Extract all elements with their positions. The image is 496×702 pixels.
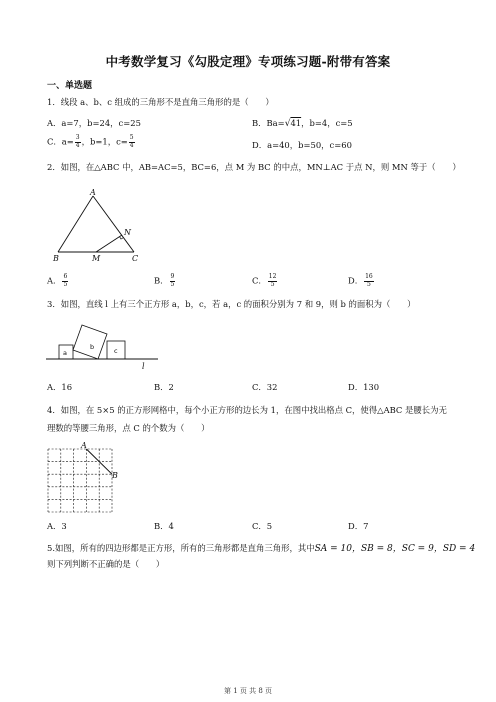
q2-stem: 2．如图，在△ABC 中，AB=AC=5，BC=6，点 M 为 BC 的中点，MN⊥AC 于点 N，则 MN 等于（ ） [47, 162, 461, 172]
q5-stem-line1: 5.如图，所有的四边形都是正方形，所有的三角形都是直角三角形，其中SA = 10，SB = 8，SC = 9，SD = 4 [47, 543, 476, 554]
q4-option-b: B．4 [154, 521, 174, 531]
q4-option-d: D．7 [348, 521, 369, 531]
q1-option-b: B．Ba=√41，b=4，c=5 [252, 118, 353, 129]
q4-option-c: C．5 [252, 521, 273, 531]
label-B: B [112, 471, 118, 480]
q2-option-d: D． $\frac{16}{5}$ [348, 273, 373, 288]
label-l: l [142, 362, 145, 371]
label-A: A [81, 441, 87, 450]
page-title: 中考数学复习《勾股定理》专项练习题-附带有答案 [105, 54, 391, 69]
q5-area-values: SA = 10，SB = 8，SC = 9，SD = 4 [314, 544, 476, 554]
label-A: A [90, 188, 96, 197]
q2-option-c: C． $\frac{12}{5}$ [252, 273, 277, 288]
q1-option-d: D．a=40，b=50，c=60 [252, 140, 352, 150]
label-M: M [92, 254, 101, 263]
label-N: N [124, 228, 131, 237]
q4-stem-line2: 理数的等腰三角形，点 C 的个数为（ ） [47, 423, 210, 433]
page-footer: 第 1 页 共 8 页 [223, 687, 273, 695]
label-C: C [132, 254, 139, 263]
q3-option-a: A．16 [47, 382, 73, 392]
q3-option-c: C．32 [252, 382, 278, 392]
q1-option-c: C．a= $\frac{3}{4}$ ，b=1，c= $\frac{5}{4}$ [47, 134, 134, 149]
label-B: B [53, 254, 59, 263]
q1-option-a: A．a=7，b=24，c=25 [47, 118, 141, 128]
q1-stem: 1．线段 a、b、c 组成的三角形不是直角三角形的是（ ） [47, 97, 274, 107]
q2-option-b: B． $\frac{9}{5}$ [154, 273, 175, 288]
q3-option-d: D．130 [348, 382, 380, 392]
label-b: b [90, 343, 95, 351]
q3-squares-figure [46, 322, 166, 372]
label-c: c [114, 347, 118, 355]
label-a: a [63, 349, 67, 357]
q3-option-b: B．2 [154, 382, 174, 392]
q5-stem-line2: 则下列判断不正确的是（ ） [47, 559, 165, 569]
q3-stem: 3．如图，直线 l 上有三个正方形 a，b，c，若 a，c 的面积分别为 7 和 9，则 b 的面积为（ ） [47, 299, 416, 309]
section-heading: 一、单选题 [47, 81, 93, 91]
q4-stem-line1: 4．如图，在 5×5 的正方形网格中，每个小正方形的边长为 1，在图中找出格点 C，使得△ABC 是腰长为无 [47, 405, 447, 415]
q2-option-a: A． $\frac{6}{5}$ [47, 273, 68, 288]
q4-grid-figure [46, 441, 126, 516]
q2-triangle-figure [50, 188, 160, 268]
q4-option-a: A．3 [47, 521, 67, 531]
